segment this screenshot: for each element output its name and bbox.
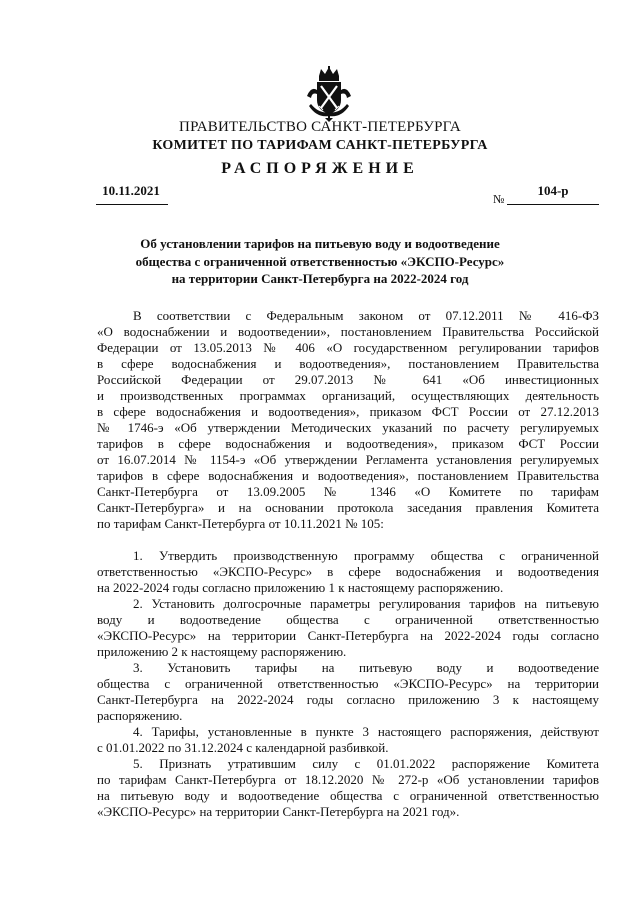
item-line: 1. Утвердить производственную программу общества с ограниченной <box>133 548 599 563</box>
item-line: «ЭКСПО-Ресурс» на территории Санкт-Петербурга на 2021 год». <box>97 804 460 819</box>
item-line: ответственностью «ЭКСПО-Ресурс» в сфере водоснабжения и водоотведения <box>97 564 599 579</box>
item-line: приложению 2 к настоящему распоряжению. <box>97 644 347 659</box>
government-title: ПРАВИТЕЛЬСТВО САНКТ-ПЕТЕРБУРГА <box>179 119 461 135</box>
preamble-line: по тарифам Санкт-Петербурга от 10.11.2021 № 105: <box>97 516 384 531</box>
preamble-line: № 1746-э «Об утверждении Методических указаний по расчету регулируемых <box>97 420 599 435</box>
item-line: 5. Признать утратившим силу с 01.01.2022 распоряжение Комитета <box>133 756 599 771</box>
preamble-line: в сфере водоснабжения и водоотведения», приказом ФСТ России от 27.12.2013 <box>97 404 599 419</box>
document-number: 104-р <box>537 183 569 198</box>
item-line: «ЭКСПО-Ресурс» на территории Санкт-Петербурга на 2022-2024 годы согласно <box>97 628 599 643</box>
subject-line: общества с ограниченной ответственностью «ЭКСПО-Ресурс» <box>135 253 505 269</box>
item-line: 3. Установить тарифы на питьевую воду и водоотведение <box>133 660 599 675</box>
date-underline <box>96 204 168 205</box>
item-line: 2. Установить долгосрочные параметры регулирования тарифов на питьевую <box>133 596 599 611</box>
preamble-line: тарифов в сфере водоснабжения и водоотведения», постановлением Правительства <box>97 468 599 483</box>
document-type: РАСПОРЯЖЕНИЕ <box>221 160 419 177</box>
preamble-line: и производственных программах организаций, осуществляющих деятельность <box>97 388 599 403</box>
number-underline <box>507 204 599 205</box>
coat-of-arms-emblem <box>303 66 355 122</box>
number-sign: № <box>493 192 505 206</box>
preamble-line: Федерации от 13.05.2013 № 406 «О государственном регулировании тарифов <box>97 340 599 355</box>
preamble-line: в сфере водоснабжения и водоотведения», постановлением Правительства <box>97 356 599 371</box>
item-line: по тарифам Санкт-Петербурга от 18.12.2020 № 272-р «Об установлении тарифов <box>97 772 599 787</box>
preamble-line: от 16.07.2014 № 1154-э «Об утверждении Регламента установления регулируемых <box>97 452 599 467</box>
preamble-line: «О водоснабжении и водоотведении», постановлением Правительства Российской <box>97 324 599 339</box>
item-line: на 2022-2024 годы согласно приложению 1 к настоящему распоряжению. <box>97 580 504 595</box>
subject-line: на территории Санкт-Петербурга на 2022-2024 год <box>171 271 469 286</box>
preamble-line: Санкт-Петербурга» и на основании протокола заседания правления Комитета <box>97 500 599 515</box>
preamble-line: Санкт-Петербурга от 13.09.2005 № 1346 «О Комитете по тарифам <box>97 484 599 499</box>
subject-line: Об установлении тарифов на питьевую воду и водоотведение <box>140 236 500 251</box>
item-line: 4. Тарифы, установленные в пункте 3 настоящего распоряжения, действуют <box>133 724 599 739</box>
preamble-line: тарифов в сфере водоснабжения и водоотведения», приказом ФСТ России <box>97 436 599 451</box>
preamble-line: В соответствии с Федеральным законом от 07.12.2011 № 416-ФЗ <box>133 308 599 323</box>
item-line: на питьевую воду и водоотведение общества с ограниченной ответственностью <box>97 788 599 803</box>
item-line: общества с ограниченной ответственностью «ЭКСПО-Ресурс» на территории <box>97 676 599 691</box>
item-line: Санкт-Петербурга на 2022-2024 годы согласно приложению 3 к настоящему <box>97 692 599 707</box>
preamble-line: Российской Федерации от 29.07.2013 № 641 «Об инвестиционных <box>97 372 599 387</box>
item-line: с 01.01.2022 по 31.12.2024 с календарной разбивкой. <box>97 740 389 755</box>
item-line: распоряжению. <box>97 708 183 723</box>
document-subject <box>100 235 540 288</box>
committee-title: КОМИТЕТ ПО ТАРИФАМ САНКТ-ПЕТЕРБУРГА <box>152 138 488 153</box>
item-line: воду и водоотведение общества с ограниченной ответственностью <box>97 612 599 627</box>
document-date: 10.11.2021 <box>102 183 160 198</box>
